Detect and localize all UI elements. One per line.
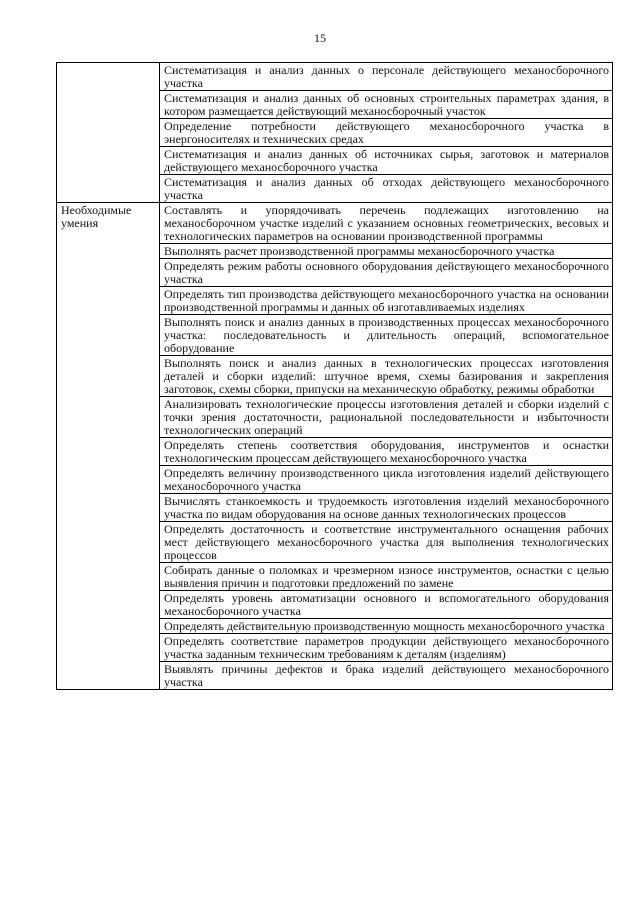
skills-group-item: Определять уровень автоматизации основного и вспомогательного оборудования механосборочного участка <box>160 591 613 619</box>
skills-group-item: Выявлять причины дефектов и брака изделий действующего механосборочного участка <box>160 662 613 690</box>
table-row <box>57 63 613 91</box>
skills-group-item: Составлять и упорядочивать перечень подлежащих изготовлению на механосборочном участке изделий с указанием основных геометрических, весовых и технологических параметров на основании производственной программы <box>160 203 613 244</box>
skills-group-label: Необходимые умения <box>57 203 160 690</box>
knowledge-group-item: Определение потребности действующего механосборочного участка в энергоносителях и технических средах <box>160 119 613 147</box>
competency-table <box>56 62 613 690</box>
table-row <box>57 203 613 244</box>
skills-group-item: Определять степень соответствия оборудования, инструментов и оснастки технологическим процессам действующего механосборочного участка <box>160 438 613 466</box>
skills-group-item: Определять величину производственного цикла изготовления изделий действующего механосборочного участка <box>160 466 613 494</box>
knowledge-group-item: Систематизация и анализ данных об основных строительных параметрах здания, в котором размещается действующий механосборочный участок <box>160 91 613 119</box>
competency-table-body <box>57 63 613 690</box>
skills-group-item: Выполнять поиск и анализ данных в технологических процессах изготовления деталей и сборки изделий: штучное время, схемы базирования и закрепления заготовок, схемы сборки, припуски на механическую обработку, режимы обработки <box>160 356 613 397</box>
skills-group-item: Вычислять станкоемкость и трудоемкость изготовления изделий механосборочного участка по видам оборудования на основе данных технологических процессов <box>160 494 613 522</box>
knowledge-group-label <box>57 63 160 203</box>
skills-group-item: Анализировать технологические процессы изготовления деталей и сборки изделий с точки зрения достаточности, рациональной последовательности и избыточности технологических операций <box>160 397 613 438</box>
knowledge-group-item: Систематизация и анализ данных о персонале действующего механосборочного участка <box>160 63 613 91</box>
skills-group-item: Выполнять поиск и анализ данных в производственных процессах механосборочного участка: последовательность и длительность операций, вспомогательное оборудование <box>160 315 613 356</box>
knowledge-group-item: Систематизация и анализ данных об источниках сырья, заготовок и материалов действующего механосборочного участка <box>160 147 613 175</box>
skills-group-item: Определять режим работы основного оборудования действующего механосборочного участка <box>160 259 613 287</box>
skills-group-item: Определять тип производства действующего механосборочного участка на основании производственной программы и данных об изготавливаемых изделиях <box>160 287 613 315</box>
skills-group-item: Определять действительную производственную мощность механосборочного участка <box>160 619 613 634</box>
skills-group-item: Определять достаточность и соответствие инструментального оснащения рабочих мест действующего механосборочного участка для выполнения технологических процессов <box>160 522 613 563</box>
skills-group-item: Определять соответствие параметров продукции действующего механосборочного участка заданным техническим требованиям к деталям (изделиям) <box>160 634 613 662</box>
skills-group-item: Выполнять расчет производственной программы механосборочного участка <box>160 244 613 259</box>
page-number: 15 <box>314 31 326 45</box>
skills-group-item: Собирать данные о поломках и чрезмерном износе инструментов, оснастки с целью выявления причин и подготовки предложений по замене <box>160 563 613 591</box>
knowledge-group-item: Систематизация и анализ данных об отходах действующего механосборочного участка <box>160 175 613 203</box>
